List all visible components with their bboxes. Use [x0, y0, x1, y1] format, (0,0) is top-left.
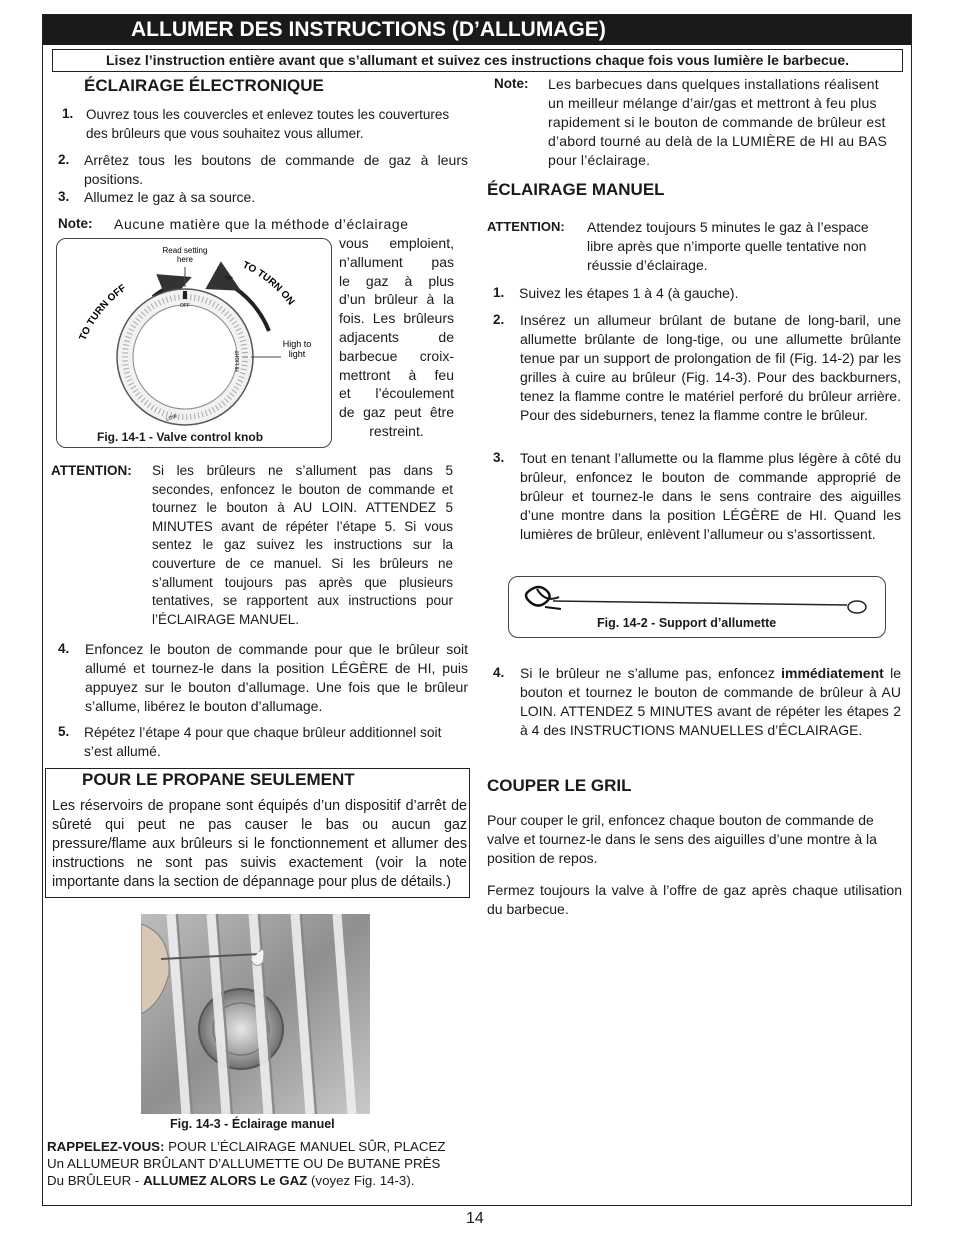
manual-title: ÉCLAIRAGE MANUEL	[487, 180, 665, 199]
light-label: light	[288, 349, 306, 359]
page-title: ALLUMER DES INSTRUCTIONS (D’ALLUMAGE)	[43, 15, 911, 45]
fig3-caption: Fig. 14-3 - Éclairage manuel	[170, 1117, 335, 1131]
figure-valve-knob	[56, 238, 332, 448]
step-number: 1.	[62, 106, 74, 121]
step-text: Tout en tenant l’allumette ou la flamme plus légère à côté du brûleur, enfoncez le bouton de commande approprié de brûleur et tournez-le dans le sens contraire des aiguilles d’une montre dans la position LÉGÈRE de HI. Quand les lumières de brûleur, enlèvent l’allumeur ou s’assortissent.	[520, 450, 901, 542]
fig1-caption: Fig. 14-1 - Valve control knob	[97, 430, 264, 444]
note-line: n’allument pas	[339, 253, 454, 270]
step4-part-c: le bouton et tournez le bouton de commande de brûleur à AU LOIN. ATTENDEZ 5 MINUTES avant de répéter les étapes 2 à 4 des INSTRUCTIONS MANUELLES d’ÉCLAIRAGE.	[520, 665, 901, 738]
rappel-line3b: ALLUMEZ ALORS Le GAZ	[143, 1173, 308, 1188]
couper-title: COUPER LE GRIL	[487, 776, 632, 795]
step-text: Allumez le gaz à sa source.	[84, 189, 256, 205]
step-number: 3.	[493, 450, 505, 465]
step-number: 2.	[493, 312, 505, 327]
manual-lighting-photo	[141, 914, 370, 1114]
step-number: 4.	[493, 665, 505, 680]
match-holder-diagram	[509, 579, 885, 619]
step-text: Ouvrez tous les couvercles et enlevez toutes les couvertures des brûleurs que vous souhaitez vous allumer.	[86, 107, 450, 141]
note-line: mettront à feu	[339, 366, 454, 383]
rappel-line3a: Du BRÛLEUR -	[47, 1173, 144, 1188]
attention-label: ATTENTION:	[51, 463, 132, 478]
read-setting-label: Read setting	[162, 246, 208, 255]
here-label: here	[176, 255, 194, 264]
note-line: le gaz à plus	[339, 272, 454, 289]
step-text: Enfoncez le bouton de commande pour que le brûleur soit allumé et tournez-le dans la position LÉGÈRE de HI, puis appuyez sur le bouton d’allumage. Une fois que le brûleur s’allume, libérez le bouton d’allumage.	[85, 641, 468, 714]
valve-knob-diagram	[57, 239, 332, 448]
note-continuation	[339, 234, 454, 441]
note-line: barbecue croix-	[339, 347, 454, 364]
attention-text: Si les brûleurs ne s’allument pas dans 5 secondes, enfoncez le bouton de commande et tournez le bouton à AU LOIN. ATTENDEZ 5 MINUTES avant de répéter l’étape 5. Si vous sentez le gaz suivez les instructions sur la couverture de ce manuel. Si les brûleurs ne s’allument toujours pas après que plusieurs tentatives, se rapportent aux instructions pour l’ÉCLAIRAGE MANUEL.	[152, 463, 453, 627]
note-line: adjacents de	[339, 328, 454, 345]
knob-pointer	[183, 291, 187, 299]
propane-box	[45, 768, 470, 898]
hi-label: HI LIGHT	[235, 350, 241, 372]
step-text: Répétez l’étape 4 pour que chaque brûleur additionnel soit s’est allumé.	[84, 725, 442, 759]
page-number: 14	[466, 1210, 484, 1227]
rappel-line3c: (voyez Fig. 14-3).	[307, 1173, 415, 1188]
propane-text: Les réservoirs de propane sont équipés d’un dispositif d’arrêt de sûreté qui peut ne pas causer le bas ou aucun gaz pressure/flame aux brûleurs si le fonctionnement et allumer des instructions ne sont pas suivis exactement (voir la note importante dans la section de dépannage pour plus de détails.)	[52, 798, 467, 890]
note-first-line: Aucune matière que la méthode d’éclairage	[114, 216, 409, 232]
step-text	[520, 664, 901, 740]
fig2-caption: Fig. 14-2 - Support d’allumette	[597, 616, 777, 630]
step-number: 1.	[493, 285, 505, 300]
step-number: 4.	[58, 641, 70, 656]
step4-emphasis: immédiatement	[781, 665, 884, 681]
grill-photo-illustration	[141, 914, 370, 1114]
step-number: 2.	[58, 152, 70, 167]
right-attention-label: ATTENTION:	[487, 219, 565, 234]
propane-title: POUR LE PROPANE SEULEMENT	[82, 770, 355, 789]
couper-paragraph-1: Pour couper le gril, enfoncez chaque bouton de commande de valve et tournez-le dans le sens des aiguilles d’une montre à la position de repos.	[487, 812, 877, 866]
to-turn-on-label: TO TURN ON	[240, 259, 297, 308]
rappel-line1: POUR L’ÉCLAIRAGE MANUEL SÛR, PLACEZ	[168, 1139, 446, 1154]
note-line: de gaz peut être	[339, 404, 454, 421]
rappel-line2: Un ALLUMEUR BRÛLANT D’ALLUMETTE OU De BUTANE PRÈS	[47, 1156, 441, 1171]
intro-banner: Lisez l’instruction entière avant que s’allumant et suivez ces instructions chaque fois vous lumière le barbecue.	[52, 49, 903, 72]
step-number: 3.	[58, 189, 70, 204]
step-text: Arrêtez tous les boutons de commande de gaz à leurs positions.	[84, 152, 468, 187]
knob-face	[133, 305, 237, 409]
note-label: Note:	[58, 216, 93, 231]
right-note-text: Les barbecues dans quelques installations réalisent un meilleur mélange d’air/gas et mettront à feu plus rapidement si le bouton de commande de brûleur est d’abord tourné au delà de la LUMIÈRE de HI au BAS pour l’éclairage.	[548, 76, 887, 168]
step-text: Insérez un allumeur brûlant de butane de long-baril, une allumette brûlante de long-tige, ou une allumette brûlante tenue par un support de prolongation de fil (Fig. 14-2) par les grilles à cuire au brûleur (Fig. 14-3). Pour des backburners, tenez la flamme contre le matériel perforé du brûleur arrière. Pour des sideburners, tenez la flamme contre le brûleur.	[520, 312, 901, 423]
high-to-label: High to	[282, 339, 312, 349]
right-attention-text: Attendez toujours 5 minutes le gaz à l’espace libre après que n’importe quelle tentative non réussie d’éclairage.	[587, 219, 869, 273]
rappel-block	[47, 1138, 477, 1189]
step-number: 5.	[58, 724, 70, 739]
off-label: OFF	[180, 303, 190, 309]
step4-part-a: Si le brûleur ne s’allume pas, enfoncez	[520, 665, 782, 681]
note-line: fois. Les brûleurs	[339, 310, 454, 327]
note-line: restreint.	[369, 422, 424, 439]
step-text: Suivez les étapes 1 à 4 (à gauche).	[519, 285, 739, 301]
note-line: et l’écoulement	[339, 385, 454, 402]
electronic-title: ÉCLAIRAGE ÉLECTRONIQUE	[84, 76, 324, 95]
note-line: vous emploient,	[339, 235, 454, 251]
couper-paragraph-2: Fermez toujours la valve à l’offre de gaz après chaque utilisation du barbecue.	[487, 882, 902, 917]
low-label: LOW	[165, 413, 179, 423]
note-line: d’un brûleur à la	[339, 291, 454, 308]
figure-match-holder	[508, 576, 886, 638]
rappel-label: RAPPELEZ-VOUS:	[47, 1139, 165, 1154]
right-note-label: Note:	[494, 76, 529, 91]
to-turn-off-label: TO TURN OFF	[77, 282, 129, 343]
